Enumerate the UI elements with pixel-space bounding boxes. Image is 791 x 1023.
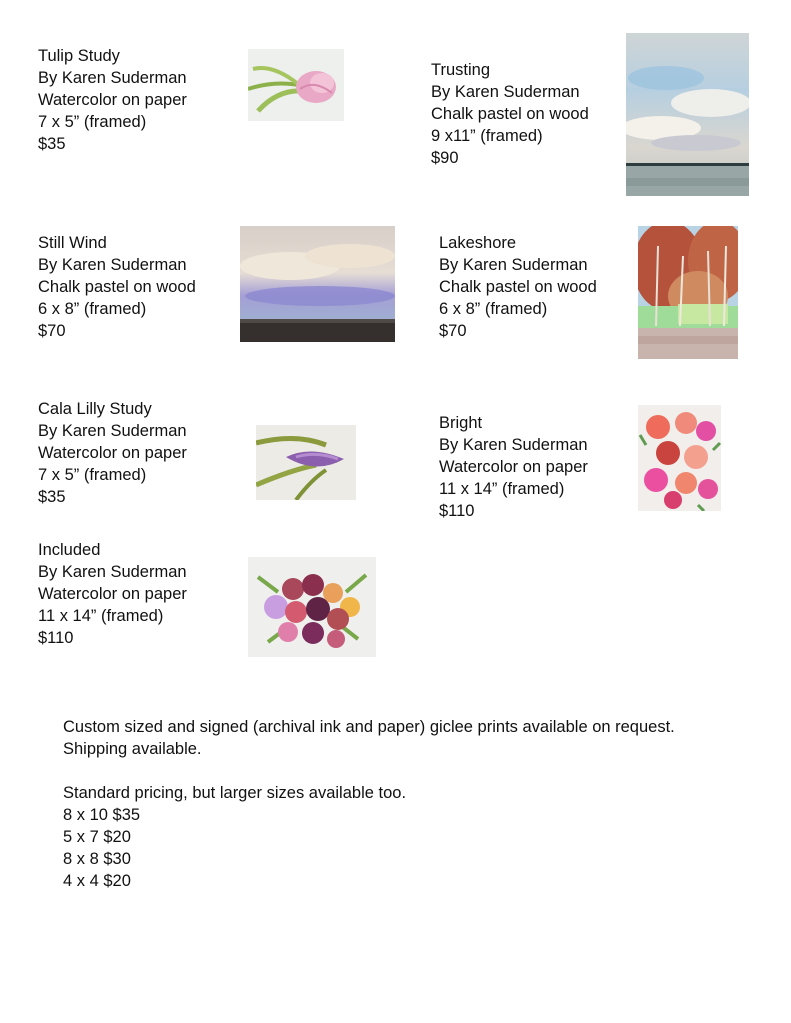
artwork-medium: Watercolor on paper (38, 444, 187, 462)
trusting-image (626, 33, 749, 196)
pricing-intro: Standard pricing, but larger sizes available too. (63, 784, 407, 802)
custom-prints-note: Custom sized and signed (archival ink and paper) giclee prints available on request. Shipping available. (63, 718, 675, 758)
included-image (248, 557, 376, 657)
artwork-artist: By Karen Suderman (439, 256, 588, 274)
artwork-size: 9 x11” (framed) (431, 127, 543, 145)
artwork-trusting (431, 59, 589, 169)
artwork-artist: By Karen Suderman (38, 563, 187, 581)
artwork-title: Lakeshore (439, 234, 517, 252)
price-line: 8 x 10 $35 (63, 806, 141, 824)
artwork-medium: Watercolor on paper (38, 91, 187, 109)
artwork-lakeshore (439, 232, 597, 342)
artwork-size: 6 x 8” (framed) (38, 300, 147, 318)
artwork-included (38, 539, 187, 649)
artwork-cala-lilly-study (38, 398, 187, 508)
price-line: 4 x 4 $20 (63, 872, 131, 890)
artwork-price: $90 (431, 149, 459, 167)
artwork-price: $35 (38, 488, 66, 506)
artwork-medium: Watercolor on paper (439, 458, 588, 476)
artwork-size: 6 x 8” (framed) (439, 300, 548, 318)
artwork-bright (439, 412, 588, 522)
artwork-artist: By Karen Suderman (38, 69, 187, 87)
price-line: 5 x 7 $20 (63, 828, 131, 846)
artwork-title: Still Wind (38, 234, 107, 252)
artwork-artist: By Karen Suderman (38, 256, 187, 274)
artwork-artist: By Karen Suderman (431, 83, 580, 101)
print-info (63, 716, 743, 892)
artwork-title: Included (38, 541, 101, 559)
artwork-artist: By Karen Suderman (439, 436, 588, 454)
artwork-tulip-study (38, 45, 187, 155)
artwork-still-wind (38, 232, 196, 342)
artwork-size: 7 x 5” (framed) (38, 466, 147, 484)
artwork-title: Bright (439, 414, 483, 432)
price-line: 8 x 8 $30 (63, 850, 131, 868)
artwork-title: Tulip Study (38, 47, 120, 65)
artwork-medium: Watercolor on paper (38, 585, 187, 603)
tulip-study-image (248, 49, 344, 121)
artwork-price: $70 (38, 322, 66, 340)
artwork-price: $110 (439, 502, 475, 520)
artwork-artist: By Karen Suderman (38, 422, 187, 440)
artwork-size: 11 x 14” (framed) (38, 607, 164, 625)
bright-image (638, 405, 721, 511)
artwork-size: 7 x 5” (framed) (38, 113, 147, 131)
artwork-medium: Chalk pastel on wood (38, 278, 196, 296)
lakeshore-image (638, 226, 738, 359)
artwork-title: Cala Lilly Study (38, 400, 152, 418)
artwork-price: $35 (38, 135, 66, 153)
artwork-title: Trusting (431, 61, 490, 79)
artwork-price: $110 (38, 629, 74, 647)
artwork-medium: Chalk pastel on wood (439, 278, 597, 296)
cala-lilly-study-image (256, 425, 356, 500)
artwork-medium: Chalk pastel on wood (431, 105, 589, 123)
still-wind-image (240, 226, 395, 342)
artwork-size: 11 x 14” (framed) (439, 480, 565, 498)
artwork-price: $70 (439, 322, 467, 340)
